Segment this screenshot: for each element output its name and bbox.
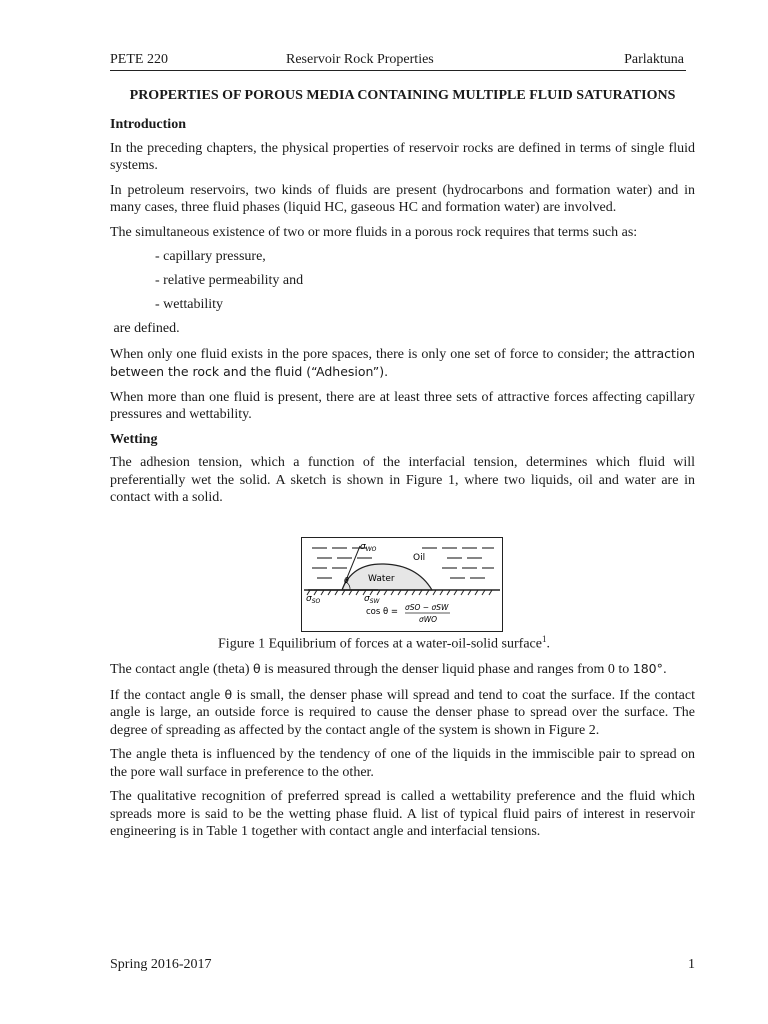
wetting-heading: Wetting (110, 431, 158, 447)
header-course: PETE 220 (110, 52, 168, 67)
list-item: - relative permeability and (155, 273, 304, 288)
adhesion-text: attraction between the rock and the fluid (“Adhesion”). (110, 345, 695, 379)
list-item: - wettability (155, 297, 224, 312)
terms-list (155, 248, 695, 313)
main-content (110, 88, 695, 514)
intro-paragraph-5: When only one fluid exists in the pore spaces, there is only one set of force to consider; the attraction between the rock and the fluid (“Adhesion”). (110, 345, 695, 379)
sigma-wo-label: $\sigma_{WO}$ (360, 542, 377, 553)
intro-paragraph-3: The simultaneous existence of two or more fluids in a porous rock requires that terms such as: (110, 224, 638, 240)
caption-reference: 1 (541, 634, 547, 644)
equation-denominator: σWO (419, 615, 438, 624)
figure-1-caption: Figure 1 Equilibrium of forces at a water-oil-solid surface$^1$. (218, 634, 550, 652)
document-title: PROPERTIES OF POROUS MEDIA CONTAINING MULTIPLE FLUID SATURATIONS (129, 88, 676, 103)
contact-angle-paragraph: The contact angle (theta) θ is measured through the denser liquid phase and ranges from 0 to 180°. (110, 661, 667, 677)
theta-label: θ (344, 576, 349, 585)
oil-water-solid-sketch (302, 538, 502, 631)
intro-paragraph-2: In petroleum reservoirs, two kinds of fluids are present (hydrocarbons and formation water) and in many cases, three fluid phases (liquid HC, gaseous HC and formation water) are involved. (110, 182, 695, 215)
introduction-heading: Introduction (110, 117, 186, 132)
footer-term: Spring 2016-2017 (110, 957, 212, 972)
list-item: - capillary pressure, (155, 249, 266, 264)
page-number: 1 (688, 957, 695, 972)
contact-angle-spreading-paragraph: If the contact angle θ is small, the denser phase will spread and tend to coat the surface. If the contact angle is large, an outside force is required to cause the denser phase to spread over the surface. The degree of spreading as affected by the contact angle of the system is shown in Figure 2. (110, 686, 695, 738)
intro-paragraph-6: When more than one fluid is present, there are at least three sets of attractive forces affecting capillary pressures and wettability. (110, 389, 695, 422)
wetting-paragraph-1: The adhesion tension, which a function of the interfacial tension, determines which fluid will preferentially wet the solid. A sketch is shown in Figure 1, where two liquids, oil and water are in contact with a solid. (110, 455, 695, 505)
header-subject: Reservoir Rock Properties (286, 52, 434, 67)
theta-influence-paragraph: The angle theta is influenced by the tendency of one of the liquids in the immiscible pair to spread on the pore wall surface in preference to the other. (110, 747, 695, 780)
figure-1-diagram (301, 537, 503, 632)
page-header (110, 52, 686, 71)
sigma-so-label: $\sigma_{SO}$ (306, 594, 321, 605)
wettability-preference-paragraph: The qualitative recognition of preferred spread is called a wettability preference and the fluid which spreads more is said to be the wetting phase fluid. A list of typical fluid pairs of interest in reservoir engineering is in Table 1 together with contact angle and interfacial tensions. (110, 789, 695, 839)
intro-paragraph-4: are defined. (113, 321, 180, 336)
intro-paragraph-1: In the preceding chapters, the physical properties of reservoir rocks are defined in terms of single fluid systems. (110, 140, 695, 173)
water-label: Water (368, 574, 395, 584)
lower-content (110, 660, 695, 848)
sigma-sw-label: $\sigma_{SW}$ (364, 594, 380, 605)
header-author: Parlaktuna (624, 52, 684, 67)
oil-label: Oil (413, 553, 426, 563)
equation-numerator: σSO − σSW (405, 603, 449, 612)
equation-lhs: cos θ = (366, 607, 399, 617)
